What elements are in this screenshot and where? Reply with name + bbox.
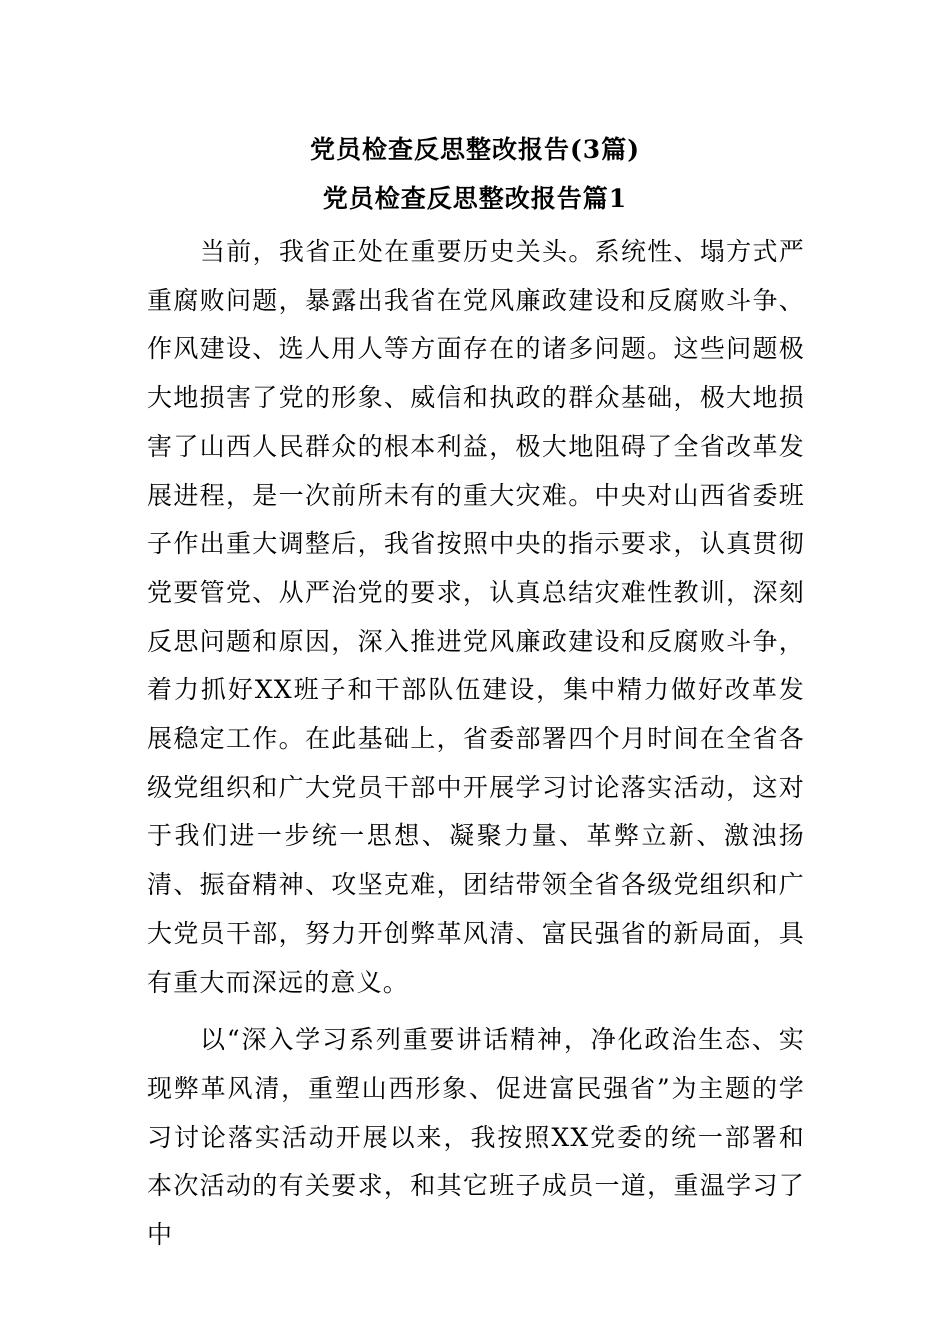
section-title: 党员检查反思整改报告篇1 (322, 184, 628, 213)
paragraph-1: 当前，我省正处在重要历史关头。系统性、塌方式严重腐败问题，暴露出我省在党风廉政建设和反腐败斗争、作风建设、选人用人等方面存在的诸多问题。这些问题极大地损害了党的形象、威信和执政的群众基础，极大地损害了山西人民群众的根本利益，极大地阻碍了全省改革发展进程，是一次前所未有的重大灾难。中央对山西省委班子作出重大调整后，我省按照中央的指示要求，认真贯彻党要管党、从严治党的要求，认真总结灾难性教训，深刻反思问题和原因，深入推进党风廉政建设和反腐败斗争，着力抓好XX班子和干部队伍建设，集中精力做好改革发展稳定工作。在此基础上，省委部署四个月时间在全省各级党组织和广大党员干部中开展学习讨论落实活动，这对于我们进一步统一思想、凝聚力量、革弊立新、激浊扬清、振奋精神、攻坚克难，团结带领全省各级党组织和广大党员干部，努力开创弊革风清、富民强省的新局面，具有重大而深远的意义。 (147, 237, 805, 997)
document-title: 党员检查反思整改报告(3篇) (309, 135, 641, 164)
document-body (147, 228, 805, 1260)
paragraph-2: 以“深入学习系列重要讲话精神，净化政治生态、实现弊革风清，重塑山西形象、促进富民强省”为主题的学习讨论落实活动开展以来，我按照XX党委的统一部署和本次活动的有关要求，和其它班子成员一道，重温学习了中 (147, 1025, 805, 1250)
